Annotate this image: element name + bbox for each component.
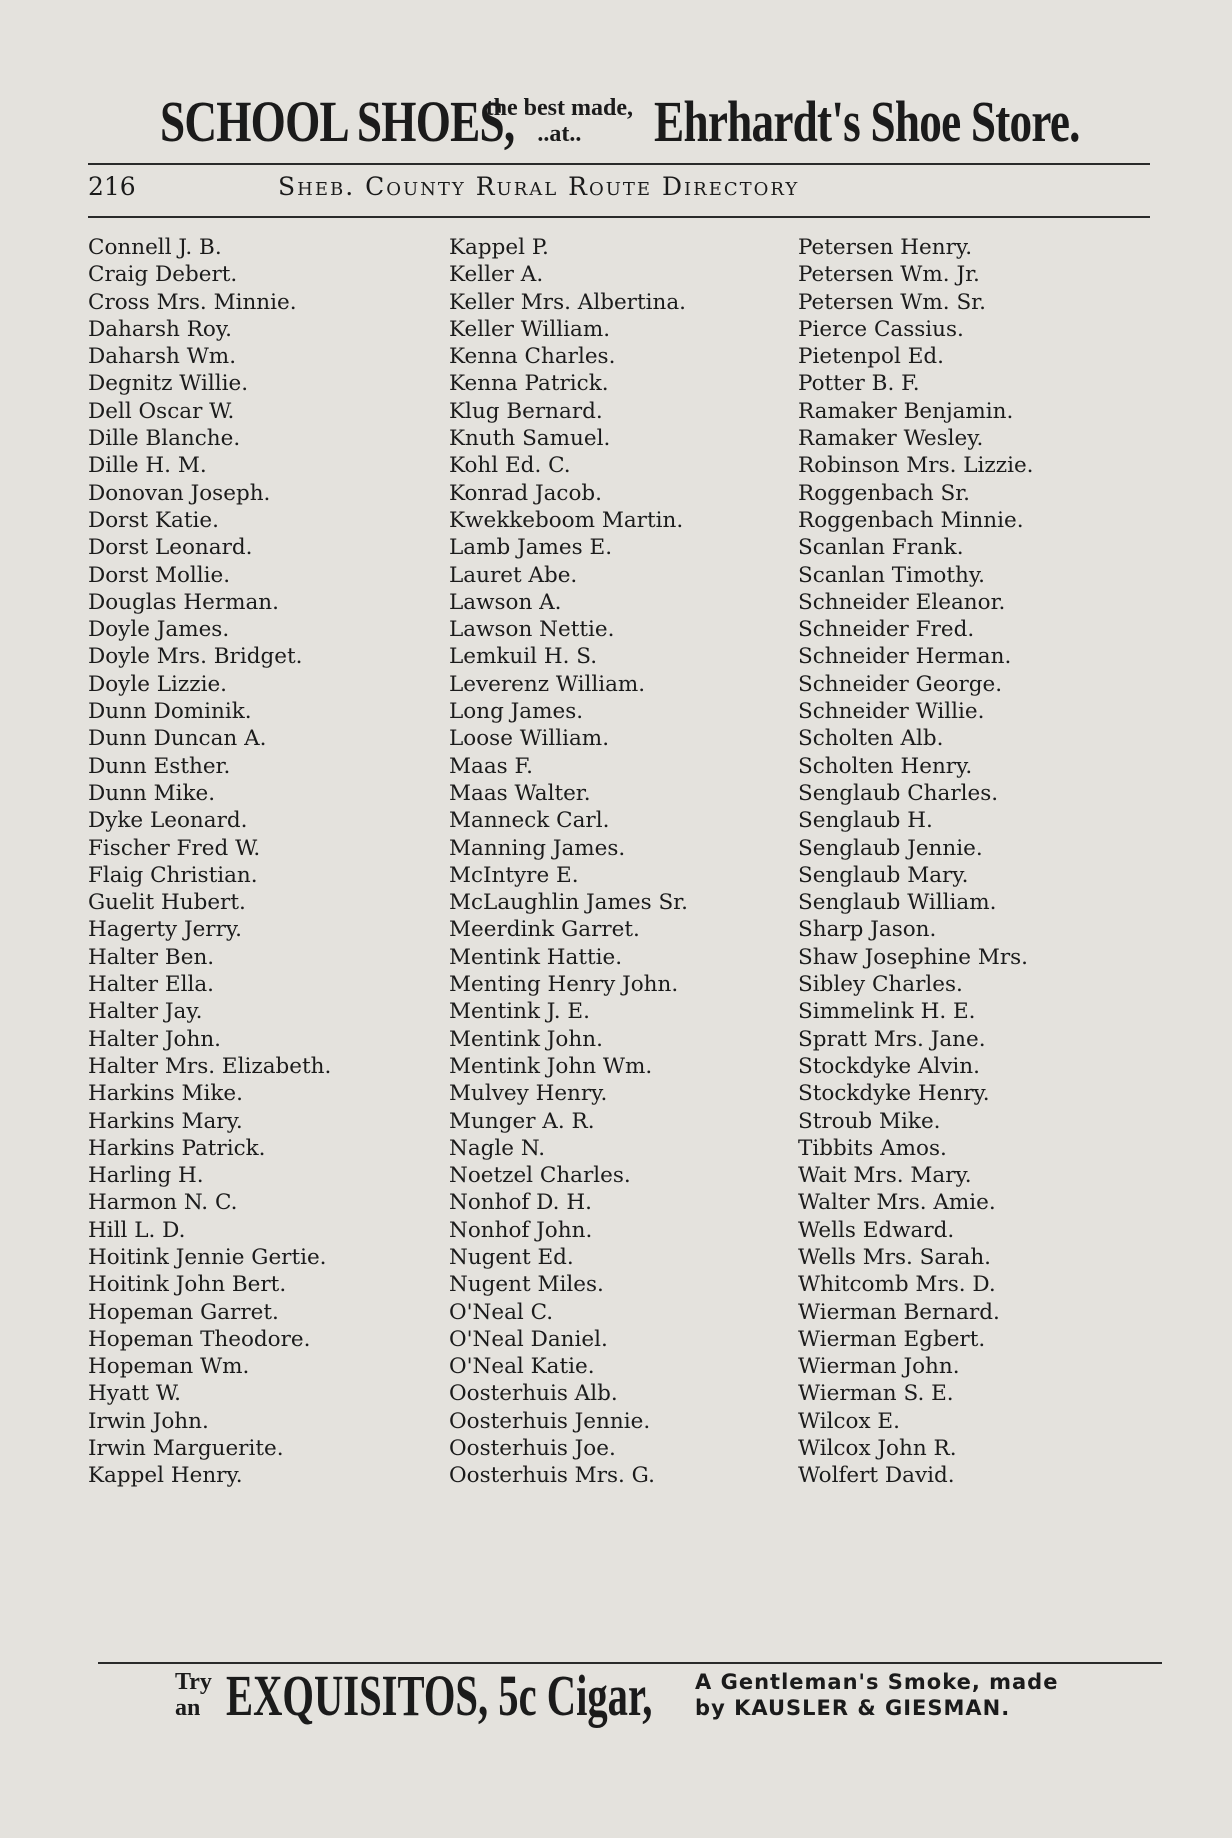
running-title: Sheb. County Rural Route Directory bbox=[278, 171, 800, 201]
directory-entry: Scholten Alb. bbox=[798, 726, 944, 752]
directory-entry: Halter Ben. bbox=[88, 944, 215, 970]
directory-entry: Klug Bernard. bbox=[449, 398, 603, 424]
directory-entry: Schneider Willie. bbox=[798, 699, 985, 725]
directory-entry: Manneck Carl. bbox=[449, 808, 610, 834]
directory-entry: Degnitz Willie. bbox=[88, 371, 249, 397]
directory-entry: Robinson Mrs. Lizzie. bbox=[798, 453, 1034, 479]
directory-entry: Oosterhuis Alb. bbox=[449, 1381, 618, 1407]
directory-entry: Senglaub Jennie. bbox=[798, 835, 983, 861]
bottom-advertisement bbox=[175, 1655, 1085, 1735]
column-3 bbox=[798, 234, 1034, 1490]
directory-entry: Maas F. bbox=[449, 753, 533, 779]
directory-entry: Hopeman Garret. bbox=[88, 1299, 279, 1325]
directory-entry: Hill L. D. bbox=[88, 1217, 186, 1243]
directory-entry: Kenna Charles. bbox=[449, 344, 616, 370]
directory-entry: Hagerty Jerry. bbox=[88, 917, 242, 943]
directory-entry: Dille Blanche. bbox=[88, 426, 241, 452]
directory-entry: Wolfert David. bbox=[798, 1463, 955, 1489]
top-advertisement bbox=[160, 82, 1080, 160]
directory-entry: Munger A. R. bbox=[449, 1108, 595, 1134]
directory-entry: Ramaker Wesley. bbox=[798, 426, 984, 452]
directory-entry: Schneider Herman. bbox=[798, 644, 1012, 670]
directory-entry: Mentink J. E. bbox=[449, 999, 590, 1025]
directory-entry: Senglaub William. bbox=[798, 890, 997, 916]
directory-entry: Oosterhuis Mrs. G. bbox=[449, 1463, 655, 1489]
directory-entry: Harmon N. C. bbox=[88, 1190, 238, 1216]
directory-entry: Walter Mrs. Amie. bbox=[798, 1190, 996, 1216]
directory-entry: Keller Mrs. Albertina. bbox=[449, 289, 686, 315]
directory-entry: Tibbits Amos. bbox=[798, 1135, 947, 1161]
directory-entry: Irwin John. bbox=[88, 1408, 209, 1434]
directory-entry: Wilcox E. bbox=[798, 1408, 900, 1434]
directory-entry: Potter B. F. bbox=[798, 371, 920, 397]
directory-entry: Hoitink John Bert. bbox=[88, 1272, 287, 1298]
column-2 bbox=[449, 234, 688, 1490]
directory-entry: Harkins Patrick. bbox=[88, 1135, 266, 1161]
directory-entry: Konrad Jacob. bbox=[449, 480, 602, 506]
directory-entry: Craig Debert. bbox=[88, 262, 238, 288]
ad-school-shoes: SCHOOL SHOES, bbox=[160, 88, 515, 154]
directory-entry: Cross Mrs. Minnie. bbox=[88, 289, 297, 315]
directory-entry: Pietenpol Ed. bbox=[798, 344, 944, 370]
directory-entry: Spratt Mrs. Jane. bbox=[798, 1026, 986, 1052]
ad-an: an bbox=[175, 1695, 201, 1721]
directory-entry: Mulvey Henry. bbox=[449, 1081, 608, 1107]
directory-entry: Petersen Wm. Sr. bbox=[798, 289, 986, 315]
directory-entry: O'Neal C. bbox=[449, 1299, 554, 1325]
directory-entry: Wilcox John R. bbox=[798, 1436, 957, 1462]
directory-entry: Knuth Samuel. bbox=[449, 426, 611, 452]
ad-tagline-bottom: by KAUSLER & GIESMAN. bbox=[695, 1696, 1011, 1720]
directory-entry: Lawson A. bbox=[449, 589, 562, 615]
directory-entry: Wierman John. bbox=[798, 1354, 960, 1380]
directory-entry: Donovan Joseph. bbox=[88, 480, 271, 506]
directory-entry: Schneider Fred. bbox=[798, 617, 975, 643]
ad-store-name: Ehrhardt's Shoe Store. bbox=[654, 88, 1080, 154]
directory-entry: Scanlan Frank. bbox=[798, 535, 964, 561]
directory-entry: Sibley Charles. bbox=[798, 972, 963, 998]
directory-entry: Dunn Mike. bbox=[88, 780, 216, 806]
directory-entry: Mentink Hattie. bbox=[449, 944, 623, 970]
directory-entry: Manning James. bbox=[449, 835, 626, 861]
directory-entry: Daharsh Roy. bbox=[88, 316, 232, 342]
directory-entry: Halter Ella. bbox=[88, 972, 215, 998]
directory-entry: Halter Mrs. Elizabeth. bbox=[88, 1053, 332, 1079]
directory-entry: Dorst Mollie. bbox=[88, 562, 231, 588]
directory-entry: Loose William. bbox=[449, 726, 610, 752]
directory-entry: Lauret Abe. bbox=[449, 562, 578, 588]
directory-entry: Mentink John Wm. bbox=[449, 1053, 653, 1079]
directory-entry: Kwekkeboom Martin. bbox=[449, 507, 684, 533]
directory-entry: Dunn Dominik. bbox=[88, 699, 252, 725]
directory-entry: Wells Edward. bbox=[798, 1217, 955, 1243]
directory-entry: Dorst Katie. bbox=[88, 507, 219, 533]
directory-entry: Hopeman Wm. bbox=[88, 1354, 250, 1380]
directory-entry: Roggenbach Minnie. bbox=[798, 507, 1024, 533]
directory-entry: Roggenbach Sr. bbox=[798, 480, 971, 506]
directory-entry: Halter Jay. bbox=[88, 999, 203, 1025]
directory-entry: Kappel Henry. bbox=[88, 1463, 243, 1489]
directory-entry: Schneider Eleanor. bbox=[798, 589, 1006, 615]
directory-entry: Scanlan Timothy. bbox=[798, 562, 985, 588]
ad-best-made-top: the best made, bbox=[485, 95, 633, 121]
directory-entry: Nugent Ed. bbox=[449, 1244, 574, 1270]
top-rule bbox=[88, 163, 1150, 165]
directory-entry: Senglaub Mary. bbox=[798, 862, 969, 888]
directory-entry: Long James. bbox=[449, 699, 584, 725]
ad-try-an bbox=[175, 1669, 212, 1721]
directory-entry: Hopeman Theodore. bbox=[88, 1326, 311, 1352]
directory-entry: Stockdyke Alvin. bbox=[798, 1053, 980, 1079]
directory-entry: Sharp Jason. bbox=[798, 917, 937, 943]
directory-entry: Flaig Christian. bbox=[88, 862, 258, 888]
directory-entry: Ramaker Benjamin. bbox=[798, 398, 1014, 424]
directory-entry: Meerdink Garret. bbox=[449, 917, 640, 943]
directory-entry: McLaughlin James Sr. bbox=[449, 890, 688, 916]
directory-entry: Leverenz William. bbox=[449, 671, 646, 697]
directory-entry: Dorst Leonard. bbox=[88, 535, 253, 561]
directory-entry: Daharsh Wm. bbox=[88, 344, 237, 370]
directory-entry: Maas Walter. bbox=[449, 780, 591, 806]
directory-entry: Halter John. bbox=[88, 1026, 222, 1052]
directory-entry: Fischer Fred W. bbox=[88, 835, 261, 861]
directory-entry: Lemkuil H. S. bbox=[449, 644, 598, 670]
directory-entry: Senglaub H. bbox=[798, 808, 933, 834]
directory-entry: Doyle Lizzie. bbox=[88, 671, 228, 697]
ad-try: Try bbox=[175, 1669, 212, 1695]
directory-entry: Nugent Miles. bbox=[449, 1272, 604, 1298]
directory-entry: Keller William. bbox=[449, 316, 611, 342]
directory-entry: O'Neal Katie. bbox=[449, 1354, 595, 1380]
directory-entry: Wells Mrs. Sarah. bbox=[798, 1244, 992, 1270]
directory-entry: Harkins Mary. bbox=[88, 1108, 243, 1134]
directory-entry: Dell Oscar W. bbox=[88, 398, 235, 424]
directory-entry: Wait Mrs. Mary. bbox=[798, 1163, 972, 1189]
directory-entry: Oosterhuis Jennie. bbox=[449, 1408, 651, 1434]
page-number: 216 bbox=[88, 171, 136, 201]
directory-entry: Lawson Nettie. bbox=[449, 617, 615, 643]
directory-entry: Shaw Josephine Mrs. bbox=[798, 944, 1029, 970]
directory-entry: Nonhof D. H. bbox=[449, 1190, 592, 1216]
directory-entry: Irwin Marguerite. bbox=[88, 1436, 284, 1462]
directory-entry: Dille H. M. bbox=[88, 453, 207, 479]
directory-entry: Doyle James. bbox=[88, 617, 230, 643]
directory-entry: Whitcomb Mrs. D. bbox=[798, 1272, 996, 1298]
directory-entry: Dyke Leonard. bbox=[88, 808, 248, 834]
directory-entry: Petersen Henry. bbox=[798, 235, 973, 260]
directory-entry: Schneider George. bbox=[798, 671, 1003, 697]
directory-entry: Stockdyke Henry. bbox=[798, 1081, 990, 1107]
ad-tagline-top: A Gentleman's Smoke, made bbox=[695, 1670, 1059, 1694]
directory-entry: Dunn Esther. bbox=[88, 753, 231, 779]
directory-entry: Hoitink Jennie Gertie. bbox=[88, 1244, 327, 1270]
directory-entry: Wierman Bernard. bbox=[798, 1299, 1000, 1325]
directory-entry: Connell J. B. bbox=[88, 235, 222, 260]
directory-entry: Nonhof John. bbox=[449, 1217, 593, 1243]
directory-entry: Keller A. bbox=[449, 262, 544, 288]
directory-entry: Doyle Mrs. Bridget. bbox=[88, 644, 303, 670]
directory-entry: Oosterhuis Joe. bbox=[449, 1436, 616, 1462]
directory-entry: Lamb James E. bbox=[449, 535, 613, 561]
directory-entry: Wierman Egbert. bbox=[798, 1326, 986, 1352]
directory-entry: Nagle N. bbox=[449, 1135, 546, 1161]
ad-best-made-bottom: ..at.. bbox=[537, 121, 582, 147]
ad-cigar-product: EXQUISITOS, 5c Cigar, bbox=[225, 1662, 653, 1728]
directory-entry: Mentink John. bbox=[449, 1026, 603, 1052]
directory-entry: Kappel P. bbox=[449, 235, 549, 260]
header-rule bbox=[88, 216, 1150, 218]
directory-entry: Harling H. bbox=[88, 1163, 204, 1189]
directory-entry: O'Neal Daniel. bbox=[449, 1326, 608, 1352]
directory-entry: Guelit Hubert. bbox=[88, 890, 246, 916]
directory-entry: Simmelink H. E. bbox=[798, 999, 976, 1025]
directory-entry: Scholten Henry. bbox=[798, 753, 973, 779]
directory-entry: Douglas Herman. bbox=[88, 589, 279, 615]
directory-entry: Petersen Wm. Jr. bbox=[798, 262, 980, 288]
directory-entry: Wierman S. E. bbox=[798, 1381, 954, 1407]
directory-entry: Hyatt W. bbox=[88, 1381, 182, 1407]
directory-entry: Stroub Mike. bbox=[798, 1108, 941, 1134]
column-1 bbox=[88, 234, 331, 1490]
directory-entry: Kenna Patrick. bbox=[449, 371, 609, 397]
ad-cigar-tagline bbox=[695, 1669, 1058, 1721]
directory-entry: Harkins Mike. bbox=[88, 1081, 243, 1107]
directory-entry: Noetzel Charles. bbox=[449, 1163, 631, 1189]
directory-entry: Dunn Duncan A. bbox=[88, 726, 267, 752]
running-header bbox=[88, 168, 1148, 204]
directory-entry: Menting Henry John. bbox=[449, 972, 679, 998]
directory-entry: Kohl Ed. C. bbox=[449, 453, 571, 479]
directory-entry: McIntyre E. bbox=[449, 862, 579, 888]
directory-entry: Pierce Cassius. bbox=[798, 316, 964, 342]
directory-entry: Senglaub Charles. bbox=[798, 780, 999, 806]
